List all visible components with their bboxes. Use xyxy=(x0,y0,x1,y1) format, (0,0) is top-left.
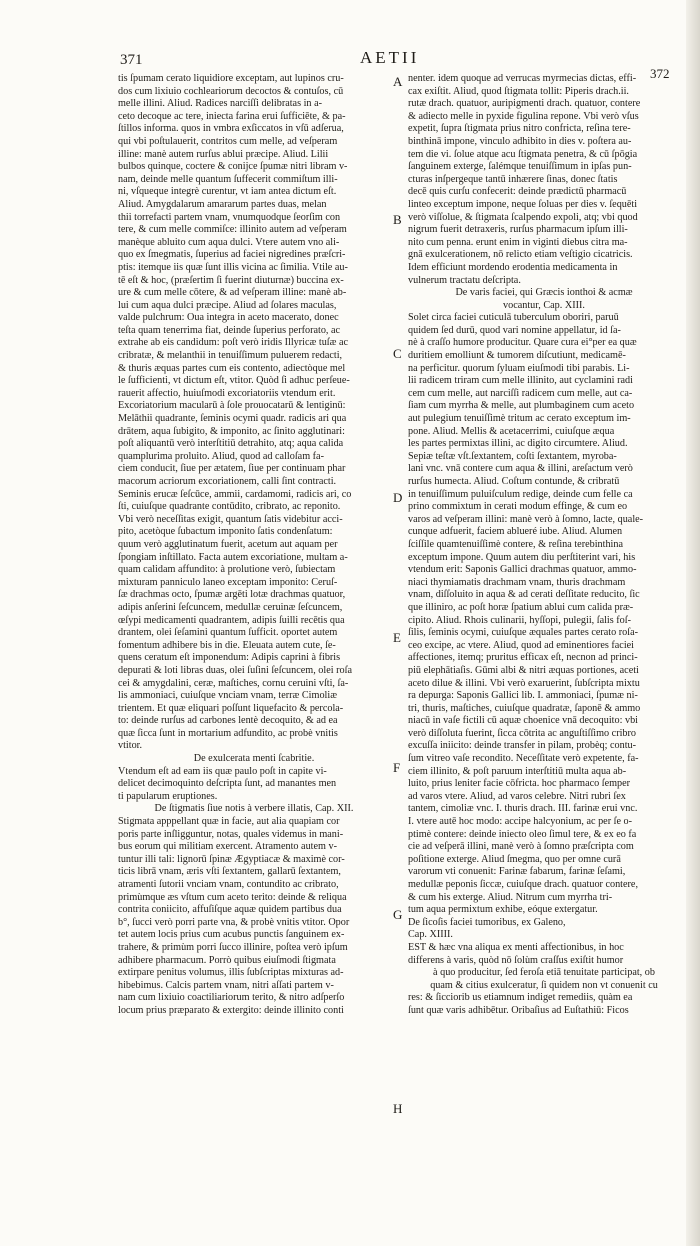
text-line: pito, acetòque ſubactum imponito ſatis condenſatum: xyxy=(118,526,333,538)
text-line: piū elephātiaſis. Gūmi albi & nitri æquas portiones, aceti xyxy=(408,664,639,676)
text-line: le ſufficienti, vt dictum eſt, vtitor. Quòd ſi adhuc perſeue- xyxy=(118,375,350,387)
text-line: extrahe ab eis candidum: poſt verò iridis Illyricæ tuſæ ac xyxy=(118,337,349,349)
text-line: nam, deinde melle quantum ſuffecerit commiſtum illi- xyxy=(118,173,338,185)
text-line: vtitor. xyxy=(118,740,143,752)
text-line: & thuris æquas partes cum eis contento, adiectòque mel xyxy=(118,362,346,374)
text-line: tri, thuris, maſtiches, cuiuſque quadratæ, ſaponē & ammo xyxy=(408,702,641,714)
text-line: lii radicem triram cum melle illinito, aut cyclamini radi xyxy=(408,375,633,387)
text-line: hibebimus. Calcis partem vnam, nitri aſſati partem v- xyxy=(118,979,334,991)
text-line: exceptum impone. Quum autem diu perſtiterint vari, his xyxy=(408,551,636,563)
text-line: adipis anſerini ſeſcuncem, medullæ ceruinæ ſeſcuncem, xyxy=(118,601,343,613)
text-line: ſilis, ſeminis ocymi, cuiuſque æquales partes cerato roſa- xyxy=(408,627,639,639)
text-line: De ſicoſis faciei tumoribus, ex Galeno, xyxy=(408,916,566,928)
text-line: Seminis erucæ ſeſcūce, ammii, cardamomi, radicis ari, co xyxy=(118,488,352,500)
text-line: nenter. idem quoque ad verrucas myrmecias dictas, effi- xyxy=(408,73,637,84)
text-line: que illiniro, ac poſt horæ ſpatium ablui cum calida præ- xyxy=(408,601,634,613)
text-line: affectiones, itemq; pruritus efficax eſt, necnon ad princi- xyxy=(408,652,638,664)
text-line: valde pulchrum: Oua integra in aceto macerato, donec xyxy=(118,312,339,324)
text-line: aceto dilue & illini. Vbi verò exaruerint, ſubſcripta mixtu xyxy=(408,677,640,689)
text-line: quens ceratum eſt imponendum: Adipis caprini à fibris xyxy=(118,652,341,664)
text-line: Vbi verò neceſſitas exigit, quantum ſatis videbitur acci- xyxy=(118,513,343,525)
text-line: macorum acriorum excoriationem, calli ſint contracti. xyxy=(118,476,337,487)
text-line: varorum vti conuenit: Farinæ fabarum, farinæ ſeſami, xyxy=(408,866,626,878)
text-line: linteo exceptum impone, neque ſoluas per dies v. ſequēti xyxy=(408,198,638,210)
text-line: cturas inſpergeque tantū inhærere ſinas, donec ſtatis xyxy=(408,173,618,185)
text-line: ſanguinem exterge, ſalémque tenuiſſimum in ipſas pun- xyxy=(408,161,632,173)
page-number-right: 372 xyxy=(650,66,670,81)
text-line: medullæ peponis ſiccæ, cuiuſque drach. quatuor contere, xyxy=(408,879,638,890)
text-line: les partes permixtas illini, ac digito circumtere. Aliud. xyxy=(408,438,628,450)
margin-letter-c: C xyxy=(393,346,402,361)
section-heading-line: à quo producitur, ſed feroſa etiā tenuitate participat, ob xyxy=(433,967,655,979)
text-line: œſypi medicamenti quadrantem, adipis ſuilli recētis qua xyxy=(118,614,345,626)
text-line: quum verò agglutinatum fuerit, acetum aut aquam per xyxy=(118,538,338,550)
text-line: tis ſpumam cerato liquidiore exceptam, aut lupinos cru- xyxy=(118,73,344,84)
text-line: cie ad veſperā illini, manè verò à ſomno præſcripta com xyxy=(408,841,634,853)
text-line: luito, prius leniter facie cōfricta. hoc pharmaco ſemper xyxy=(408,778,631,790)
text-line: Sepiæ teſtæ vſt.ſextantem, coſti ſextantem, myroba- xyxy=(408,450,617,462)
text-line: ſæ drachmas octo, ſpumæ argēti lotæ drachmas quatuor, xyxy=(118,589,346,601)
running-head: AETII xyxy=(360,48,420,67)
text-line: quam calidam affundito: à prolutione verò, ſubiectam xyxy=(118,564,336,576)
text-line: trahere, & primùm porri ſucco illinire, poſtea verò ipſum xyxy=(118,941,348,953)
text-line: ra depurga: Saponis Gallici lib. I. ammoniaci, ſpumæ ni- xyxy=(408,690,638,702)
text-line: quæ ſicca ſunt in mortarium adfundito, ac probè vnitis xyxy=(118,727,338,739)
text-line: cax exiſtit. Aliud, quod ſtigmata tollit: Piperis drach.ii. xyxy=(408,85,629,97)
text-line: differens à varis, quòd nō ſolùm craſſus exiſtit humor xyxy=(408,954,624,966)
text-line: primùmque æs vſtum cum aceto terito: deinde & reliqua xyxy=(118,891,347,903)
text-line: illine: manè autem rurſus ablui præcipe. Aliud. Lilii xyxy=(118,148,329,160)
text-line: drātem, aqua ſubigito, & imponito, ac ſinito agglutinari: xyxy=(118,425,345,437)
text-line: verò viſſolue, & ſtigmata ſcalpendo expoli, atq; vbi quod xyxy=(408,211,638,223)
text-line: lis ammoniaci, cuiuſque vnciam vnam, terræ Cimoliæ xyxy=(118,690,337,702)
text-line: Melāthii quadrante, ſeminis ocymi quadr. radicis ari qua xyxy=(118,413,347,425)
text-line: res: & ſicciorib us etiamnum indiget remediis, quàm ea xyxy=(408,992,633,1004)
text-line: vulnerum tractatu deſcripta. xyxy=(408,274,521,286)
text-column-left xyxy=(118,73,390,1018)
text-line: & cum his exterge. Aliud. Nitrum cum myrrha tri- xyxy=(408,891,613,903)
text-line: na perficitur. quorum ſyluam eiuſmodi tibi parabis. Li- xyxy=(408,362,630,374)
text-line: ptis: itemque iis quæ ſunt illis vicina ac ſimilia. Vtile au- xyxy=(118,261,348,273)
text-line: aut pulegium tenuiſſimè tritum ac cerato exceptum im- xyxy=(408,413,631,425)
margin-letter-f: F xyxy=(393,760,401,775)
text-line: melle illini. Aliud. Radices narciſſi delibratas in a- xyxy=(118,98,322,110)
text-line: qui vbi poſtulauerit, contritos cum melle, ad veſperam xyxy=(118,135,338,147)
text-line: niacū in vaſe fictili cū aquæ choenice vnā decoquito: vbi xyxy=(408,715,638,727)
margin-letter-g: G xyxy=(393,907,403,922)
text-line: tum aqua permixtum exhibe, eóque extergatur. xyxy=(408,904,598,916)
text-line: b°, ſucci verò porri parte vna, & probè vnitis vtitor. Opor xyxy=(118,916,350,928)
text-line: ptimè contere: deinde iniecto oleo ſimul tere, & ex eo fa xyxy=(408,828,637,840)
text-line: quidem ſed durū, quod vari nomine appellatur, id ſa- xyxy=(408,324,621,336)
text-line: cunque adfuerit, faciem ablueré iube. Aliud. Alumen xyxy=(408,526,623,538)
text-line: quamplurima proluito. Aliud, quod ad calloſam fa- xyxy=(118,450,324,462)
text-line: adhibere pharmacum. Porrò quibus eiuſmodi ſtigmata xyxy=(118,954,336,966)
text-line: atramenti ſutorii vnciam vnam, contundito ac cribrato, xyxy=(118,879,339,890)
text-line: drantem, olei ſeſamini quantum ſufficit. oportet autem xyxy=(118,627,338,639)
text-line: tet autem locis prius cum acubus punctis ſanguinem ex- xyxy=(118,929,345,941)
text-line: dos cum lixiuio cochleariorum decoctos & contuſos, cū xyxy=(118,85,344,97)
text-line: bulbos quinque, coctere & conijce ſpumæ nitri libram v- xyxy=(118,161,348,173)
margin-letter-e: E xyxy=(393,630,401,645)
section-heading-line: De ſtigmatis ſiue notis à verbere illatis, Cap. XII. xyxy=(154,803,354,815)
margin-letter-h: H xyxy=(393,1101,403,1116)
text-line: Idem efficiunt mordendo erodentia medicamenta in xyxy=(408,261,618,273)
text-line: EST & hæc vna aliqua ex menti affectionibus, in hoc xyxy=(408,941,624,953)
text-line: I. vtere autē hoc modo: accipe halcyonium, ac per ſe o- xyxy=(408,816,633,828)
text-line: poſitione exterge. Aliud ſmegma, quo per omne curā xyxy=(408,853,621,865)
section-heading-line: quam & citius exulceratur, ſi quidem non vt conuenit cu xyxy=(430,979,658,991)
text-line: ti papularum eruptiones. xyxy=(118,790,218,802)
text-line: to: deinde rurſus ad carbones lentè decoquito, & ad ea xyxy=(118,715,338,727)
text-line: cei & amygdalini, ceræ, maſtiches, cornu ceruini vſti, ſa- xyxy=(118,677,349,689)
text-line: ure & cum melle cōtere, & ad veſperam illine: manè ab- xyxy=(118,287,347,299)
text-line: manèque abluito cum aqua dulci. Vtere autem vno ali- xyxy=(118,236,340,248)
text-line: in tenuiſſimum puluiſculum redige, deinde cum felle ca xyxy=(408,488,633,500)
text-line: cem cum melle, aut narciſſi radicem cum melle, aut ca- xyxy=(408,387,633,399)
text-line: ſum vitreo vaſe recondito. Neceſſitate verò expetente, fa- xyxy=(408,753,639,765)
text-line: teſta quam tenerrima fiat, deinde ſuperius perforato, ac xyxy=(118,324,341,336)
text-line: thii torrefacti partem vnam, vnumquodque ſeorſim con xyxy=(118,211,341,223)
text-line: locum prius præparato & extergito: deinde illinito conti xyxy=(118,1004,344,1016)
text-line: delicet decimoquinto deſcripta ſunt, ad manantes men xyxy=(118,778,337,790)
text-line: extirpare penitus volumus, illis ſubſcriptas mixturas ad- xyxy=(118,967,344,979)
margin-letter-b: B xyxy=(393,212,402,227)
section-heading-line: De exulcerata menti ſcabritie. xyxy=(193,753,315,765)
margin-letter-d: D xyxy=(393,490,403,505)
text-line: binthinā impone, vinculo adhibito in dies v. poſtera au- xyxy=(408,135,632,147)
text-line: tem die vi. ſolue atque acu ſtigmata penetra, & cū ſpōgia xyxy=(408,148,638,160)
text-line: nam cum lixiuio coactiliariorum terito, & nitro adſperſo xyxy=(118,992,345,1004)
text-line: tere, & cum melle commiſce: illinito autem ad veſperam xyxy=(118,224,347,236)
page-gutter xyxy=(686,0,700,1246)
text-line: rurſus humecta. Aliud. Coſtum contunde, & cribratū xyxy=(408,476,620,487)
section-heading-line: vocantur, Cap. XIII. xyxy=(503,299,585,311)
section-heading-line: De varis faciei, qui Græcis ionthoi & acmæ xyxy=(455,287,633,299)
text-line: trientem. Et quæ eliquari poſſunt liquefacito & percola- xyxy=(118,702,344,714)
text-line: varos ad veſperam illini: manè verò à ſomno, lacte, quale- xyxy=(408,513,644,525)
text-line: ceto decoque ac tere, iniecta farina erui ſufficiēte, & pa- xyxy=(118,110,346,122)
text-line: duritiem emolliunt & tumorem diſcutiunt, medicamē- xyxy=(408,350,626,362)
text-line: fomentum adhibere bis in die. Eleuata autem cute, ſe- xyxy=(118,639,336,651)
text-line: Solet circa faciei cuticulā tuberculum oboriri, paruū xyxy=(408,312,619,324)
text-line: nè à craſſo humore producitur. Quare cura ei°per ea quæ xyxy=(408,337,637,349)
text-line: expetit, ſupra ſtigmata prius nitro confricta, reſina tere- xyxy=(408,123,631,135)
text-line: ad varos vtere. Aliud, ad varos celebre. Nitri rubri ſex xyxy=(408,790,626,802)
text-line: ſciſſile quamtenuiſſimè contere, & reſina terebinthina xyxy=(408,538,623,550)
text-line: vtendum erit: Saponis Gallici drachmas quatuor, ammo- xyxy=(408,564,637,576)
text-line: nito cum penna. erunt enim in viginti diebus citra ma- xyxy=(408,236,628,248)
text-line: cribratæ, & melanthii in tenuiſſimum puluerem redacti, xyxy=(118,350,343,362)
text-line: Cap. XIIII. xyxy=(408,929,453,941)
text-column-right xyxy=(408,73,680,1018)
text-line: verò diſſoluta fuerint, ſicca cōtrita ac anguſtiſſimo cribro xyxy=(408,727,637,739)
page-number-left: 371 xyxy=(120,52,143,68)
text-line: ticis librā vnam, æris vſti ſextantem, gallarū ſextantem, xyxy=(118,866,341,878)
text-line: ſiam cum myrrha & melle, aut plumbaginem cum aceto xyxy=(408,400,635,412)
text-line: Vtendum eſt ad eam iis quæ paulo poſt in capite vi- xyxy=(118,765,327,777)
text-line: bus eorum qui militiam exercent. Atramento autem v- xyxy=(118,841,337,853)
text-line: decē quis curſu confecerit: deinde prædictū pharmacū xyxy=(408,186,627,198)
text-line: poſt aliquantū verò interſtitiū detrahito, atq; aqua calida xyxy=(118,438,344,450)
text-line: ſpongiam inſtillato. Facta autem excoriatione, multam a- xyxy=(118,551,348,563)
text-line: ni, vſqueque integrè curentur, vt iam antea dictum eſt. xyxy=(118,186,337,198)
text-line: tuntur illi tali: lignorū ſpinæ Ægyptiacæ & maximè cor- xyxy=(118,853,345,865)
text-line: poris parte inſligguntur, notas, quales videmus in mani- xyxy=(118,828,344,840)
text-line: excuſſa iniicito: deinde transfer in pilam, probèq; contu- xyxy=(408,740,637,752)
text-line: ſunt quæ varis adhibētur. Oribaſius ad Euſtathiū: Ficos xyxy=(408,1004,629,1016)
text-line: lui cum aqua dulci præcipe. Aliud ad ſolares maculas, xyxy=(118,299,337,311)
text-line: rauerit affectio, huiuſmodi excoriatoriis vtendum erit. xyxy=(118,387,336,399)
text-line: nigrum fuerit detraxeris, rurſus pharmacum ipſum illi- xyxy=(408,224,628,236)
text-line: mixturam panniculo laneo exceptam imponito: Ceruſ- xyxy=(118,576,338,588)
text-line: ceo excipe, ac vtere. Aliud, quod ad eminentiores faciei xyxy=(408,639,635,651)
margin-letter-a: A xyxy=(393,74,403,89)
text-line: cipito. Aliud. Rhois culinarii, hyſſopi, pulegii, ſalis foſ- xyxy=(408,614,631,626)
text-line: contrita coniicito, affuſiſque aquæ quidem partibus dua xyxy=(118,904,342,916)
text-line: tē eſt & hoc, (præſertim ſi fuerint diuturnæ) buccina ex- xyxy=(118,274,344,286)
text-line: Excoriatorium macularū à ſole prouocatarū & lentiginū: xyxy=(118,400,346,412)
text-line: ſti, cuiuſque quadrante contūdito, cribrato, ac reponito. xyxy=(118,501,341,513)
text-line: prino commixtum in cerati modum effinge, & cum eo xyxy=(408,501,628,513)
text-line: Aliud. Amygdalarum amararum partes duas, melan xyxy=(118,198,327,210)
text-line: pone. Aliud. Mellis & acetacerrimi, cuiuſque æqua xyxy=(408,425,615,437)
text-line: Stigmata apppellant quæ in facie, aut alia quapiam cor xyxy=(118,816,340,828)
text-line: ciem conducit, ſiue per ætatem, ſiue per continuam phar xyxy=(118,463,346,475)
text-line: ſtillos informa. quos in vmbra exſiccatos in vſū adſerua, xyxy=(118,123,344,135)
text-line: ciem illinito, & poſt paruum interſtitiū multa aqua ab- xyxy=(408,765,627,777)
text-line: depurati & loti libras duas, olei ſuſini ſeſcuncem, olei roſa xyxy=(118,664,352,676)
text-line: quo ex ſmegmatis, ſuperius ad faciei nigredines præſcri- xyxy=(118,249,346,261)
text-line: vnam, diſſoluito in aqua & ad cerati deſſitate reducito, ſic xyxy=(408,589,640,601)
text-line: gnā exulcerationem, nō relicto etiam veſtigio cicatricis. xyxy=(408,249,633,261)
text-line: tantem, cimoliæ vnc. I. thuris drach. III. farinæ erui vnc. xyxy=(408,803,638,815)
text-line: rutæ drach. quatuor, auripigmenti drach. quatuor, contere xyxy=(408,98,641,110)
text-line: lani vnc. vnā contere cum aqua & illini, areſactum verò xyxy=(408,463,633,475)
text-line: niaci thymiamatis drachmam vnam, thuris drachmam xyxy=(408,576,626,588)
text-line: & adiecto melle in pyxide figulina repone. Vbi verò vſus xyxy=(408,110,639,122)
